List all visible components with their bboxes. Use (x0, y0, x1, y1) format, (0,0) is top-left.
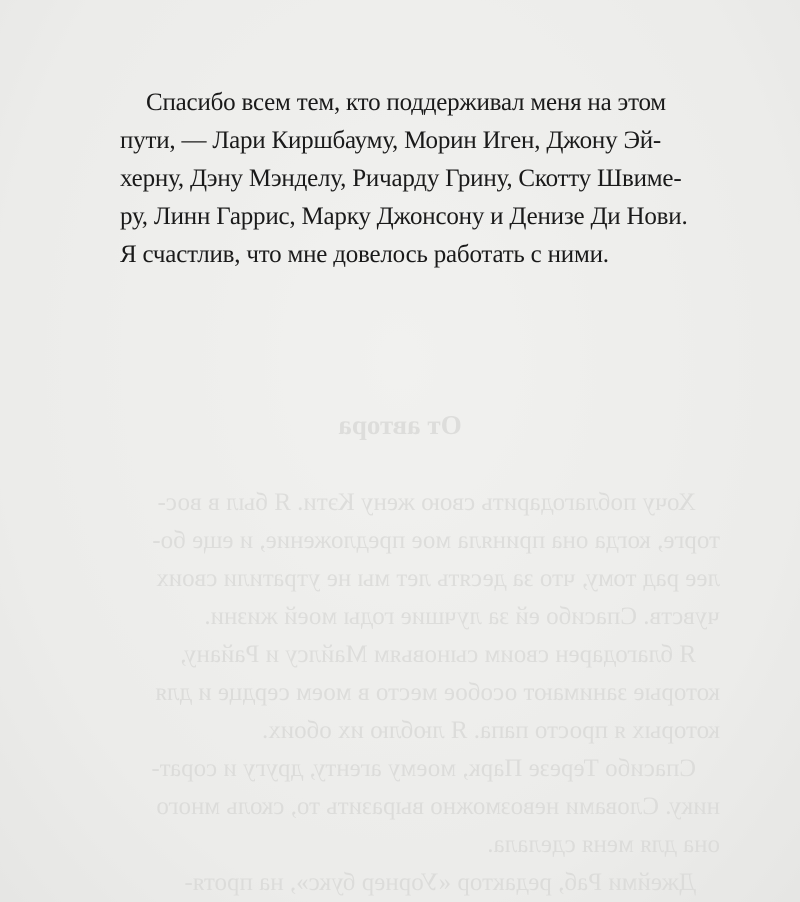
bleed-through-line: торге, когда она приняла мое предложение, и еще бо- (152, 527, 720, 554)
bleed-through-line: нику. Словами невозможно выразить то, сколь много (156, 793, 720, 820)
bleed-through-title: От автора (338, 410, 462, 440)
paragraph-line: Спасибо всем тем, кто поддерживал меня на этом (146, 89, 666, 116)
paragraph-line: ру, Линн Гаррис, Марку Джонсону и Денизе Ди Нови. (120, 203, 688, 230)
bleed-through-line: Спасибо Терезе Парк, моему агенту, другу и сорат- (151, 755, 696, 782)
bleed-through-line: лее рад тому, что за десять лет мы не утратили своих (156, 565, 720, 592)
bleed-through-line: Джейми Раб, редактор «Уорнер букс», на протя- (184, 869, 696, 896)
bleed-through-line: она для меня сделала. (487, 831, 720, 858)
bleed-through-line: Я благодарен своим сыновьям Майлсу и Райану, (180, 641, 696, 668)
bleed-through-line: которые занимают особое место в моем сердце и для (155, 679, 720, 706)
bleed-through-line: чувств. Спасибо ей за лучшие годы моей жизни. (204, 603, 720, 630)
bleed-through-line: которых я просто папа. Я люблю их обоих. (261, 717, 720, 744)
bleed-through-text (80, 400, 720, 902)
paragraph-line: Я счастлив, что мне довелось работать с ними. (120, 241, 609, 268)
bleed-through-line: Хочу поблагодарить свою жену Кэти. Я был в вос- (157, 489, 696, 516)
paragraph-line: херну, Дэну Мэнделу, Ричарду Грину, Скотту Швиме- (120, 165, 682, 192)
paragraph-line: пути, — Лари Киршбауму, Морин Иген, Джону Эй- (120, 127, 662, 154)
